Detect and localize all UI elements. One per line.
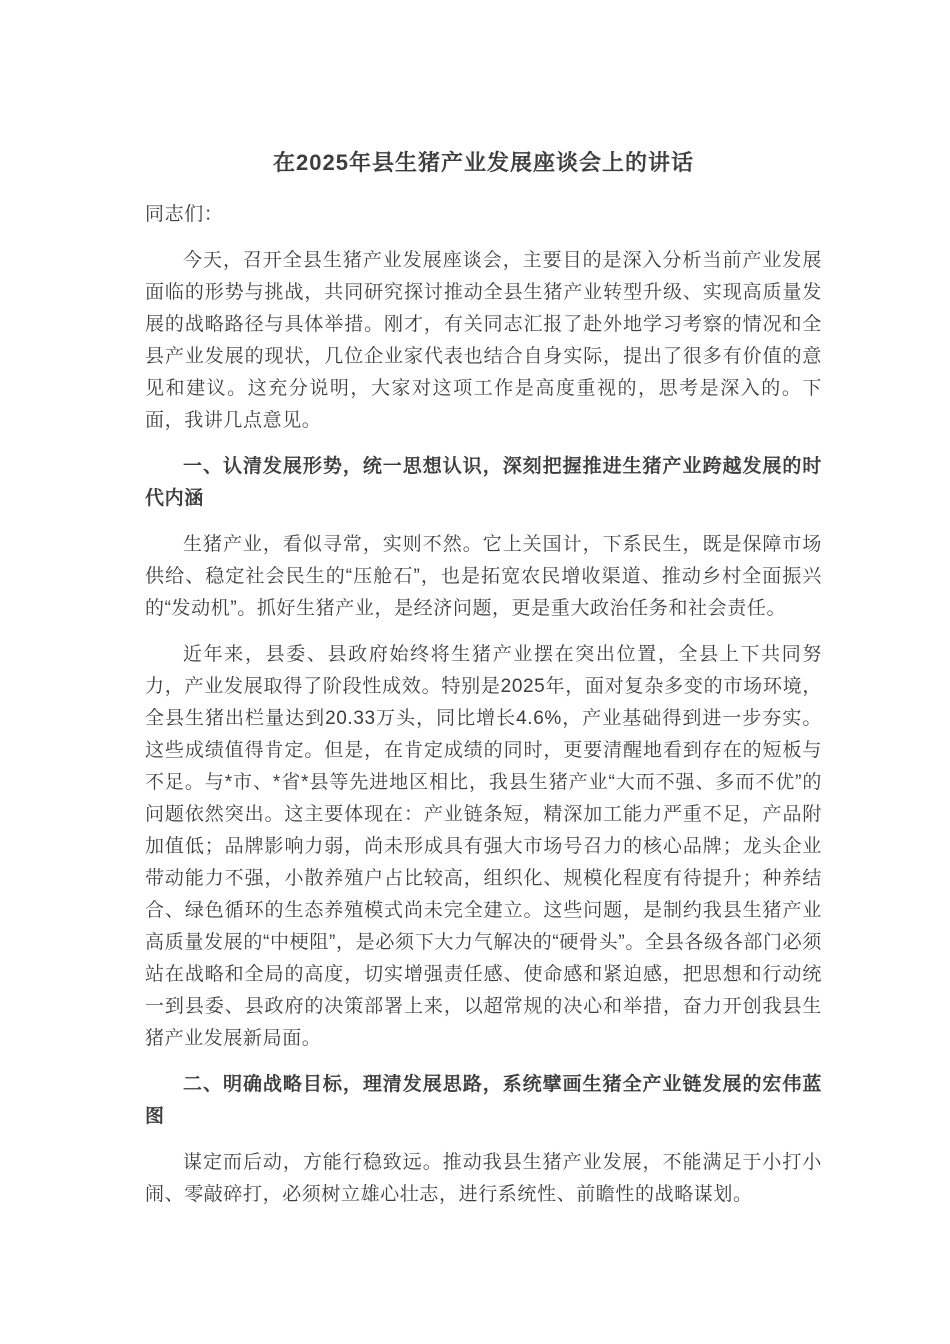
document-title: 在2025年县生猪产业发展座谈会上的讲话 xyxy=(273,150,694,175)
paragraph-section2-a: 谋定而后动，方能行稳致远。推动我县生猪产业发展，不能满足于小打小闹、零敲碎打，必须树立雄心壮志，进行系统性、前瞻性的战略谋划。 xyxy=(145,1152,822,1205)
section-heading-2: 二、明确战略目标，理清发展思路，系统擘画生猪全产业链发展的宏伟蓝图 xyxy=(145,1074,822,1127)
paragraph-section1-b: 近年来，县委、县政府始终将生猪产业摆在突出位置，全县上下共同努力，产业发展取得了阶段性成效。特别是2025年，面对复杂多变的市场环境，全县生猪出栏量达到20.33万头，同比增长4.6%，产业基础得到进一步夯实。这些成绩值得肯定。但是，在肯定成绩的同时，更要清醒地看到存在的短板与不足。与*市、*省*县等先进地区相比，我县生猪产业“大而不强、多而不优”的问题依然突出。这主要体现在：产业链条短，精深加工能力严重不足，产品附加值低；品牌影响力弱，尚未形成具有强大市场号召力的核心品牌；龙头企业带动能力不强，小散养殖户占比较高，组织化、规模化程度有待提升；种养结合、绿色循环的生态养殖模式尚未完全建立。这些问题，是制约我县生猪产业高质量发展的“中梗阻”，是必须下大力气解决的“硬骨头”。全县各级各部门必须站在战略和全局的高度，切实增强责任感、使命感和紧迫感，把思想和行动统一到县委、县政府的决策部署上来，以超常规的决心和举措，奋力开创我县生猪产业发展新局面。 xyxy=(145,644,822,1049)
paragraph-intro: 今天，召开全县生猪产业发展座谈会，主要目的是深入分析当前产业发展面临的形势与挑战，共同研究探讨推动全县生猪产业转型升级、实现高质量发展的战略路径与具体举措。刚才，有关同志汇报了赴外地学习考察的情况和全县产业发展的现状，几位企业家代表也结合自身实际，提出了很多有价值的意见和建议。这充分说明，大家对这项工作是高度重视的，思考是深入的。下面，我讲几点意见。 xyxy=(145,250,822,431)
salutation: 同志们： xyxy=(145,204,224,225)
paragraph-section1-a: 生猪产业，看似寻常，实则不然。它上关国计，下系民生，既是保障市场供给、稳定社会民生的“压舱石”，也是拓宽农民增收渠道、推动乡村全面振兴的“发动机”。抓好生猪产业，是经济问题，更是重大政治任务和社会责任。 xyxy=(145,534,822,619)
section-heading-1: 一、认清发展形势，统一思想认识，深刻把握推进生猪产业跨越发展的时代内涵 xyxy=(145,456,822,509)
